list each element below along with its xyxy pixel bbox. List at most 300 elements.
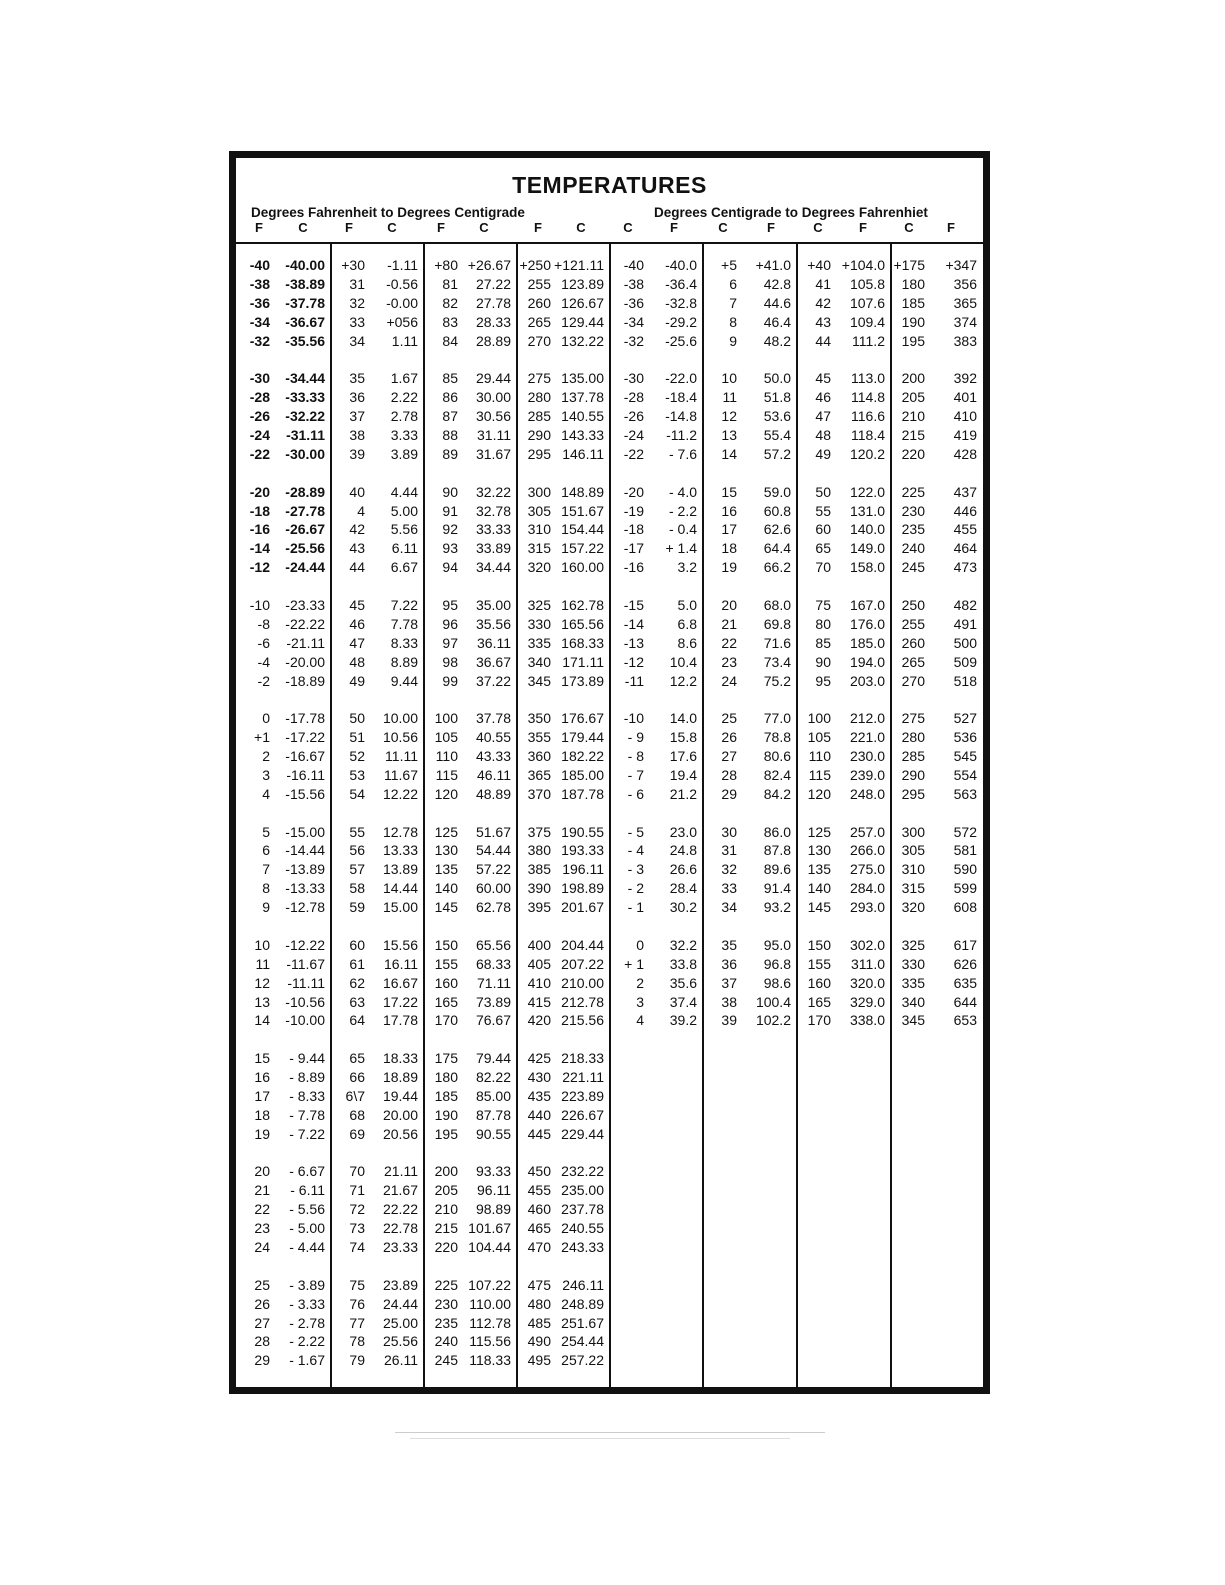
table-cell: 185.0 [849, 634, 885, 651]
table-cell: 617 [953, 936, 977, 953]
table-cell: 335 [901, 974, 925, 991]
table-cell: +5 [721, 257, 737, 273]
table-cell: 95 [442, 596, 458, 613]
table-cell: 59.0 [763, 483, 791, 500]
table-cell: 329.0 [849, 993, 885, 1010]
table-cell: 12.78 [382, 823, 418, 840]
table-cell: 246.11 [562, 1276, 604, 1293]
table-cell: -31.11 [286, 427, 325, 443]
table-cell: -18 [623, 521, 644, 538]
table-cell: 123.89 [561, 275, 604, 292]
table-cell: 96.11 [477, 1182, 511, 1199]
table-cell: 35 [721, 936, 737, 953]
table-cell: - 8 [627, 748, 644, 764]
table-cell: 35 [349, 370, 365, 387]
table-cell: 46.4 [763, 313, 791, 330]
table-cell: 28.89 [475, 332, 511, 349]
table-cell: 84 [442, 332, 458, 349]
table-cell: 20 [721, 596, 737, 613]
table-cell: 29 [254, 1352, 270, 1369]
table-cell: 7.22 [390, 596, 418, 613]
table-cell: - 4 [627, 842, 644, 859]
table-cell: 42 [349, 521, 365, 538]
table-cell: 14 [254, 1012, 270, 1029]
table-cell: -14.8 [665, 408, 697, 425]
table-cell: 280 [527, 389, 551, 406]
table-cell: 300 [901, 823, 925, 840]
table-cell: -1.11 [387, 257, 418, 273]
table-cell: 150 [807, 936, 831, 953]
table-cell: 21 [254, 1182, 270, 1199]
table-cell: 6.8 [677, 615, 697, 632]
table-cell: -24 [623, 427, 644, 443]
table-cell: 518 [953, 672, 977, 689]
table-cell: 36 [349, 389, 365, 406]
table-cell: 330 [527, 615, 551, 632]
table-cell: 2 [636, 974, 644, 991]
table-cell: 260 [901, 634, 925, 651]
table-cell: 360 [527, 748, 551, 764]
table-cell: 430 [527, 1069, 551, 1085]
table-cell: 330 [901, 955, 925, 972]
table-cell: 187.78 [561, 785, 604, 802]
table-cell: 31 [349, 275, 365, 292]
table-cell: 11 [255, 955, 270, 972]
table-cell: 8 [262, 880, 270, 897]
table-cell: 34.44 [475, 559, 511, 576]
table-cell: 43 [349, 540, 365, 557]
table-cell: 92 [442, 521, 458, 538]
column-header: C [387, 220, 397, 235]
table-cell: 97 [442, 634, 458, 651]
table-cell: 39.2 [669, 1012, 697, 1029]
table-cell: 37 [349, 408, 365, 425]
table-cell: - 7.78 [289, 1106, 325, 1123]
table-cell: 590 [953, 861, 977, 878]
column-header: F [345, 220, 353, 235]
table-cell: -6 [257, 634, 270, 651]
table-cell: 21.11 [384, 1163, 418, 1180]
table-cell: 190 [434, 1106, 458, 1123]
table-cell: 46 [349, 615, 365, 632]
table-cell: - 8.89 [289, 1069, 325, 1085]
table-cell: 116.6 [851, 408, 885, 425]
table-cell: 232.22 [561, 1163, 604, 1180]
table-cell: 135 [434, 861, 458, 878]
table-cell: 35.6 [669, 974, 697, 991]
table-cell: 27 [254, 1314, 270, 1331]
table-cell: 230.0 [849, 748, 885, 764]
table-cell: 26.11 [384, 1352, 418, 1369]
table-cell: 79.44 [475, 1050, 511, 1067]
table-cell: 60.8 [763, 502, 791, 519]
table-cell: - 2.2 [668, 502, 697, 519]
column-header: C [479, 220, 489, 235]
table-cell: 150 [434, 936, 458, 953]
table-cell: 284.0 [849, 880, 885, 897]
table-cell: 24.8 [669, 842, 697, 859]
table-cell: 380 [527, 842, 551, 859]
table-cell: 80.6 [763, 748, 791, 764]
table-cell: 395 [527, 899, 551, 916]
table-cell: 25.00 [382, 1314, 418, 1331]
table-cell: 26 [254, 1295, 270, 1312]
table-cell: 37.78 [475, 710, 511, 727]
table-cell: 85 [815, 634, 831, 651]
table-cell: 84.2 [763, 785, 791, 802]
table-cell: 22.78 [382, 1220, 418, 1237]
table-cell: - 6.67 [289, 1163, 325, 1180]
table-cell: 20 [254, 1163, 270, 1180]
table-cell: +175 [893, 257, 925, 273]
table-cell: -20.00 [285, 653, 325, 670]
table-cell: 223.89 [561, 1087, 604, 1104]
table-cell: 73.89 [475, 993, 511, 1010]
table-cell: 482 [953, 596, 977, 613]
table-cell: -34 [623, 313, 644, 330]
table-cell: -14 [623, 615, 644, 632]
table-cell: -34.44 [285, 370, 325, 387]
table-cell: 34 [349, 332, 365, 349]
table-cell: - 1.67 [289, 1352, 325, 1369]
table-cell: 94 [442, 559, 458, 576]
table-cell: 437 [953, 483, 977, 500]
table-cell: 135 [807, 861, 831, 878]
column-header: F [534, 220, 542, 235]
table-cell: 198.89 [561, 880, 604, 897]
table-cell: 160.00 [561, 559, 604, 576]
table-cell: 63 [349, 993, 365, 1010]
table-cell: 52 [349, 748, 365, 764]
table-cell: 145 [807, 899, 831, 916]
table-cell: 545 [953, 748, 977, 764]
table-cell: 572 [953, 823, 977, 840]
table-cell: 10 [254, 936, 270, 953]
table-cell: 495 [527, 1352, 551, 1369]
table-cell: 91 [442, 502, 458, 519]
table-cell: 160 [807, 974, 831, 991]
table-cell: -25.56 [285, 540, 325, 557]
table-cell: 446 [953, 502, 977, 519]
table-cell: - 5.56 [289, 1201, 325, 1218]
table-cell: 43 [815, 313, 831, 330]
table-cell: 75.2 [763, 672, 791, 689]
table-cell: 375 [527, 823, 551, 840]
table-cell: 126.67 [561, 294, 604, 311]
table-cell: 4 [636, 1012, 644, 1029]
table-cell: 48.2 [763, 332, 791, 349]
table-cell: 105 [434, 729, 458, 746]
table-cell: 21 [721, 615, 737, 632]
table-cell: 270 [527, 332, 551, 349]
table-cell: 320 [527, 559, 551, 576]
table-cell: 185.00 [561, 766, 604, 783]
table-cell: 475 [527, 1276, 551, 1293]
table-cell: 58 [349, 880, 365, 897]
table-cell: 563 [953, 785, 977, 802]
table-cell: 248.89 [561, 1295, 604, 1312]
table-cell: 165 [434, 993, 458, 1010]
table-cell: 490 [527, 1333, 551, 1350]
table-cell: -12 [249, 559, 270, 576]
table-cell: 38 [721, 993, 737, 1010]
table-cell: 167.0 [849, 596, 885, 613]
table-cell: 85.00 [475, 1087, 511, 1104]
table-cell: 18.89 [382, 1069, 418, 1085]
table-cell: -22.0 [665, 370, 697, 387]
table-cell: +056 [386, 313, 418, 330]
table-cell: 19.44 [382, 1087, 418, 1104]
table-cell: 635 [953, 974, 977, 991]
table-cell: 149.0 [849, 540, 885, 557]
table-cell: 55 [349, 823, 365, 840]
table-cell: 18 [721, 540, 737, 557]
table-cell: 140 [807, 880, 831, 897]
table-cell: 17 [721, 521, 737, 538]
table-cell: 275.0 [849, 861, 885, 878]
table-cell: 240 [434, 1333, 458, 1350]
table-cell: 266.0 [849, 842, 885, 859]
table-cell: 115 [435, 766, 458, 783]
table-cell: 158.0 [849, 559, 885, 576]
table-cell: 180 [901, 275, 925, 292]
table-cell: 345 [527, 672, 551, 689]
table-cell: 98.6 [763, 974, 791, 991]
table-cell: 207.22 [561, 955, 604, 972]
table-cell: 2.22 [390, 389, 418, 406]
table-cell: 6.67 [390, 559, 418, 576]
table-cell: -20 [249, 483, 270, 500]
table-cell: 9.44 [390, 672, 418, 689]
table-cell: 68.33 [475, 955, 511, 972]
table-cell: 13.89 [382, 861, 418, 878]
table-cell: 257.22 [561, 1352, 604, 1369]
table-cell: 112.78 [469, 1314, 511, 1331]
table-cell: 285 [901, 748, 925, 764]
column-header: F [947, 220, 955, 235]
table-cell: 65 [815, 540, 831, 557]
table-cell: -28 [623, 389, 644, 406]
table-cell: 120 [434, 785, 458, 802]
table-cell: 76.67 [475, 1012, 511, 1029]
table-cell: 57 [349, 861, 365, 878]
table-cell: 171.11 [562, 653, 604, 670]
table-cell: 1.11 [391, 332, 418, 349]
table-cell: 425 [527, 1050, 551, 1067]
table-cell: 154.44 [561, 521, 604, 538]
table-cell: 40.55 [475, 729, 511, 746]
table-cell: -17 [623, 540, 644, 557]
table-cell: -32.8 [665, 294, 697, 311]
table-cell: 226.67 [561, 1106, 604, 1123]
table-cell: 14.0 [669, 710, 697, 727]
table-cell: 87 [442, 408, 458, 425]
table-cell: 265 [527, 313, 551, 330]
column-header: C [576, 220, 586, 235]
table-cell: 99 [442, 672, 458, 689]
table-cell: - 6.11 [290, 1182, 325, 1199]
table-cell: 130 [434, 842, 458, 859]
table-cell: 20.00 [382, 1106, 418, 1123]
table-cell: 419 [953, 427, 977, 443]
table-cell: 86.0 [763, 823, 791, 840]
table-cell: 210 [434, 1201, 458, 1218]
table-cell: 104.44 [468, 1239, 511, 1255]
table-cell: 240 [901, 540, 925, 557]
table-cell: 480 [527, 1295, 551, 1312]
table-cell: 31.67 [475, 445, 511, 462]
table-cell: 405 [527, 955, 551, 972]
column-divider [516, 242, 518, 1387]
table-cell: -40 [249, 257, 270, 273]
table-cell: 15 [254, 1050, 270, 1067]
table-cell: 225 [434, 1276, 458, 1293]
table-cell: 107.22 [468, 1276, 511, 1293]
table-cell: -26 [249, 408, 270, 425]
table-cell: 62.78 [475, 899, 511, 916]
table-cell: 78.8 [763, 729, 791, 746]
table-cell: 21.2 [669, 785, 697, 802]
table-cell: 54.44 [475, 842, 511, 859]
table-cell: 235 [901, 521, 925, 538]
table-cell: - 2.78 [289, 1314, 325, 1331]
table-cell: -22 [249, 445, 270, 462]
table-cell: -0.00 [386, 294, 418, 311]
table-cell: 195 [434, 1125, 458, 1142]
table-cell: -30 [249, 370, 270, 387]
table-cell: 28.4 [669, 880, 697, 897]
table-cell: 140.55 [561, 408, 604, 425]
table-cell: 325 [527, 596, 551, 613]
table-cell: 11.67 [384, 766, 418, 783]
table-cell: 420 [527, 1012, 551, 1029]
table-cell: 109.4 [849, 313, 885, 330]
table-cell: 162.78 [561, 596, 604, 613]
table-cell: - 9 [627, 729, 644, 746]
table-cell: 50 [349, 710, 365, 727]
table-cell: 205 [901, 389, 925, 406]
table-cell: 260 [527, 294, 551, 311]
table-cell: 115 [808, 766, 831, 783]
table-cell: -22.22 [285, 615, 325, 632]
table-cell: 34 [721, 899, 737, 916]
table-cell: 59 [349, 899, 365, 916]
table-cell: 65 [349, 1050, 365, 1067]
table-cell: 415 [527, 993, 551, 1010]
table-cell: 6 [262, 842, 270, 859]
table-cell: 310 [527, 521, 551, 538]
table-cell: -13.89 [285, 861, 325, 878]
table-cell: 240.55 [561, 1220, 604, 1237]
table-cell: 5.56 [390, 521, 418, 538]
table-cell: 355 [527, 729, 551, 746]
table-cell: -37.78 [285, 294, 325, 311]
table-cell: +1 [254, 729, 270, 746]
table-cell: 24.44 [382, 1295, 418, 1312]
table-cell: 31.11 [477, 427, 511, 443]
table-cell: 18.33 [382, 1050, 418, 1067]
table-cell: 300 [527, 483, 551, 500]
table-cell: 200 [901, 370, 925, 387]
column-divider [890, 242, 892, 1387]
table-cell: 46.11 [477, 766, 511, 783]
table-cell: 265 [901, 653, 925, 670]
table-cell: 68 [349, 1106, 365, 1123]
column-divider [702, 242, 704, 1387]
table-cell: 19 [721, 559, 737, 576]
table-cell: -17.78 [285, 710, 325, 727]
table-cell: -40 [623, 257, 644, 273]
table-cell: -36.4 [665, 275, 697, 292]
table-cell: 33 [721, 880, 737, 897]
table-cell: 257.0 [849, 823, 885, 840]
table-cell: +26.67 [467, 257, 511, 273]
table-cell: 102.2 [755, 1012, 791, 1029]
table-cell: 68.0 [763, 596, 791, 613]
table-cell: 6.11 [391, 540, 418, 557]
table-cell: - 3.33 [289, 1295, 325, 1312]
table-cell: 27 [721, 748, 737, 764]
table-cell: 110.00 [469, 1295, 511, 1312]
table-cell: -38 [623, 275, 644, 292]
table-cell: 105 [807, 729, 831, 746]
table-cell: 30.2 [669, 899, 697, 916]
table-cell: 32.78 [475, 502, 511, 519]
table-cell: 37 [721, 974, 737, 991]
column-header: C [298, 220, 308, 235]
table-cell: 75 [815, 596, 831, 613]
table-cell: 115.56 [469, 1333, 511, 1350]
table-cell: 350 [527, 710, 551, 727]
table-cell: -18.89 [285, 672, 325, 689]
table-cell: - 5.00 [289, 1220, 325, 1237]
table-cell: 55 [815, 502, 831, 519]
table-cell: -2 [257, 672, 270, 689]
table-cell: 644 [953, 993, 977, 1010]
table-cell: 61 [349, 955, 365, 972]
table-cell: 218.33 [561, 1050, 604, 1067]
table-cell: 77 [349, 1314, 365, 1331]
table-cell: 62 [349, 974, 365, 991]
table-cell: 75 [349, 1276, 365, 1293]
table-cell: 280 [901, 729, 925, 746]
table-cell: 51.8 [763, 389, 791, 406]
table-cell: 44 [349, 559, 365, 576]
subtitle-f-to-c: Degrees Fahrenheit to Degrees Centigrade [251, 205, 525, 220]
table-cell: - 7.22 [289, 1125, 325, 1142]
table-cell: + 1.4 [665, 540, 697, 557]
table-cell: 15.8 [669, 729, 697, 746]
table-cell: 35.56 [475, 615, 511, 632]
table-cell: -15.00 [285, 823, 325, 840]
table-cell: 15.56 [382, 936, 418, 953]
table-cell: 320.0 [849, 974, 885, 991]
table-cell: 49 [349, 672, 365, 689]
table-cell: 220 [434, 1239, 458, 1255]
table-cell: -10.56 [285, 993, 325, 1010]
table-cell: 220 [901, 445, 925, 462]
table-cell: 114.8 [851, 389, 885, 406]
table-cell: 229.44 [561, 1125, 604, 1142]
table-cell: 12 [254, 974, 270, 991]
table-cell: 47 [349, 634, 365, 651]
table-cell: 23.0 [669, 823, 697, 840]
table-cell: 340 [901, 993, 925, 1010]
table-cell: 5.00 [390, 502, 418, 519]
table-cell: 132.22 [561, 332, 604, 349]
table-cell: 251.67 [561, 1314, 604, 1331]
table-cell: 315 [527, 540, 551, 557]
